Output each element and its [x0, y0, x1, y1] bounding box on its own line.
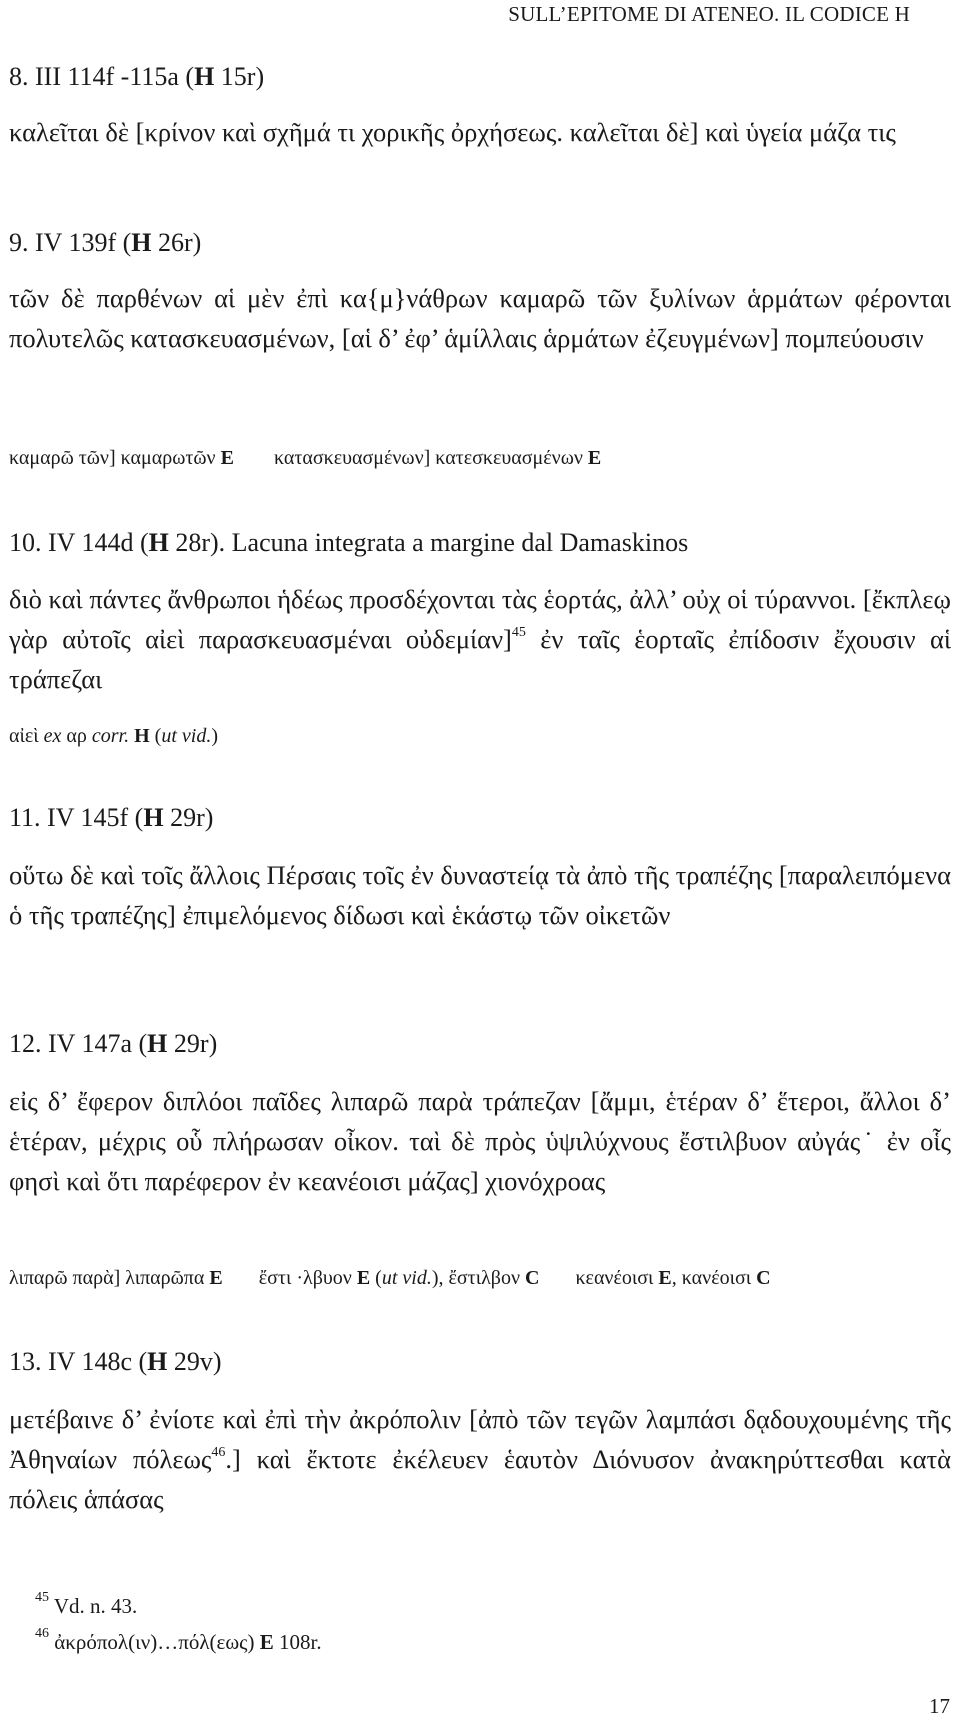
- entry-8-text: καλεῖται δὲ [κρίνον καὶ σχῆμά τι χορικῆς ὀρχήσεως. καλεῖται δὲ] καὶ ὑγεία μάζα τις: [9, 117, 896, 147]
- entry-9-heading: 9. IV 139f (H 26r): [9, 228, 202, 257]
- entry-11-heading: 11. IV 145f (H 29r): [9, 803, 214, 832]
- footnote-ref-46[interactable]: 46: [211, 1445, 226, 1460]
- footnote-45: $^{45}$ Vd. n. 43.: [35, 1590, 138, 1618]
- entry-12-text: εἰς δ’ ἔφερον διπλόοι παῖδες λιπαρῶ παρὰ τράπεζαν [ἄμμι, ἑτέραν δ’ ἕτεροι, ἄλλοι δ’ ἑτέραν, μέχρις οὗ πλήρωσαν οἶκον. ταὶ δὲ πρὸς ὑψιλύχνους ἔστιλβυον αὐγάς˙ ἐν οἷς φησὶ καὶ ὅτι παρέφερον ἐν κεανέοισι μάζας] χιονόχροας: [9, 1086, 951, 1196]
- running-head: SULL’EPITOME DI ATENEO. IL CODICE H: [508, 2, 910, 26]
- page-number: 17: [929, 1694, 950, 1718]
- entry-10-heading: 10. IV 144d (H 28r). Lacuna integrata a margine dal Damaskinos: [9, 528, 689, 557]
- footnote-46: $^{46}$ ἀκρόπολ(ιν)…πόλ(εως) E 108r.: [35, 1626, 322, 1654]
- entry-11-text: οὕτω δὲ καὶ τοῖς ἄλλοις Πέρσαις τοῖς ἐν δυναστείᾳ τὰ ἀπὸ τῆς τραπέζης [παραλειπόμενα ὁ τῆς τραπέζης] ἐπιμελόμενος δίδωσι καὶ ἑκάστῳ τῶν οἰκετῶν: [9, 860, 951, 930]
- entry-9-apparatus: καμαρῶ τῶν] καμαρωτῶν E κατασκευασμένων] κατεσκευασμένων E: [9, 447, 602, 469]
- footnote-ref-45[interactable]: 45: [511, 625, 526, 640]
- entry-13-heading: 13. IV 148c (H 29v): [9, 1347, 222, 1376]
- entry-13-text: μετέβαινε δ’ ἐνίοτε καὶ ἐπὶ τὴν ἀκρόπολιν [ἀπὸ τῶν τεγῶν λαμπάσι δᾳδουχουμένης τῆς Ἀθηναίων πόλεως$^{46}$.] καὶ ἔκτοτε ἐκέλευεν ἑαυτὸν Διόνυσον ἀνακηρύττεσθαι κατὰ πόλεις ἁπάσας: [9, 1404, 952, 1514]
- entry-10-text: διὸ καὶ πάντες ἄνθρωποι ἡδέως προσδέχονται τὰς ἑορτάς, ἀλλ’ οὐχ οἱ τύραννοι. [ἔκπλεῳ γὰρ αὐτοῖς αἰεὶ παρασκευασμέναι οὐδεμίαν]$^{45}$ ἐν ταῖς ἑορταῖς ἐπίδοσιν ἔχουσιν αἱ τράπεζαι: [9, 584, 952, 694]
- entry-8-heading: 8. III 114f -115a (H 15r): [9, 62, 265, 91]
- entry-12-apparatus: λιπαρῶ παρὰ] λιπαρῶπα E ἔστι ·λβυον E (ut vid.), ἔστιλβον C κεανέοισι E, κανέοισι C: [9, 1267, 771, 1289]
- entry-9-text: τῶν δὲ παρθένων αἱ μὲν ἐπὶ κα{μ}νάθρων καμαρῶ τῶν ξυλίνων ἁρμάτων φέρονται πολυτελῶς κατασκευασμένων, [αἱ δ’ ἐφ’ ἁμίλλαις ἁρμάτων ἐζευγμένων] πομπεύουσιν: [9, 283, 951, 353]
- entry-10-apparatus: αἰεὶ ex αρ corr. H (ut vid.): [9, 725, 219, 747]
- entry-12-heading: 12. IV 147a (H 29r): [9, 1029, 218, 1058]
